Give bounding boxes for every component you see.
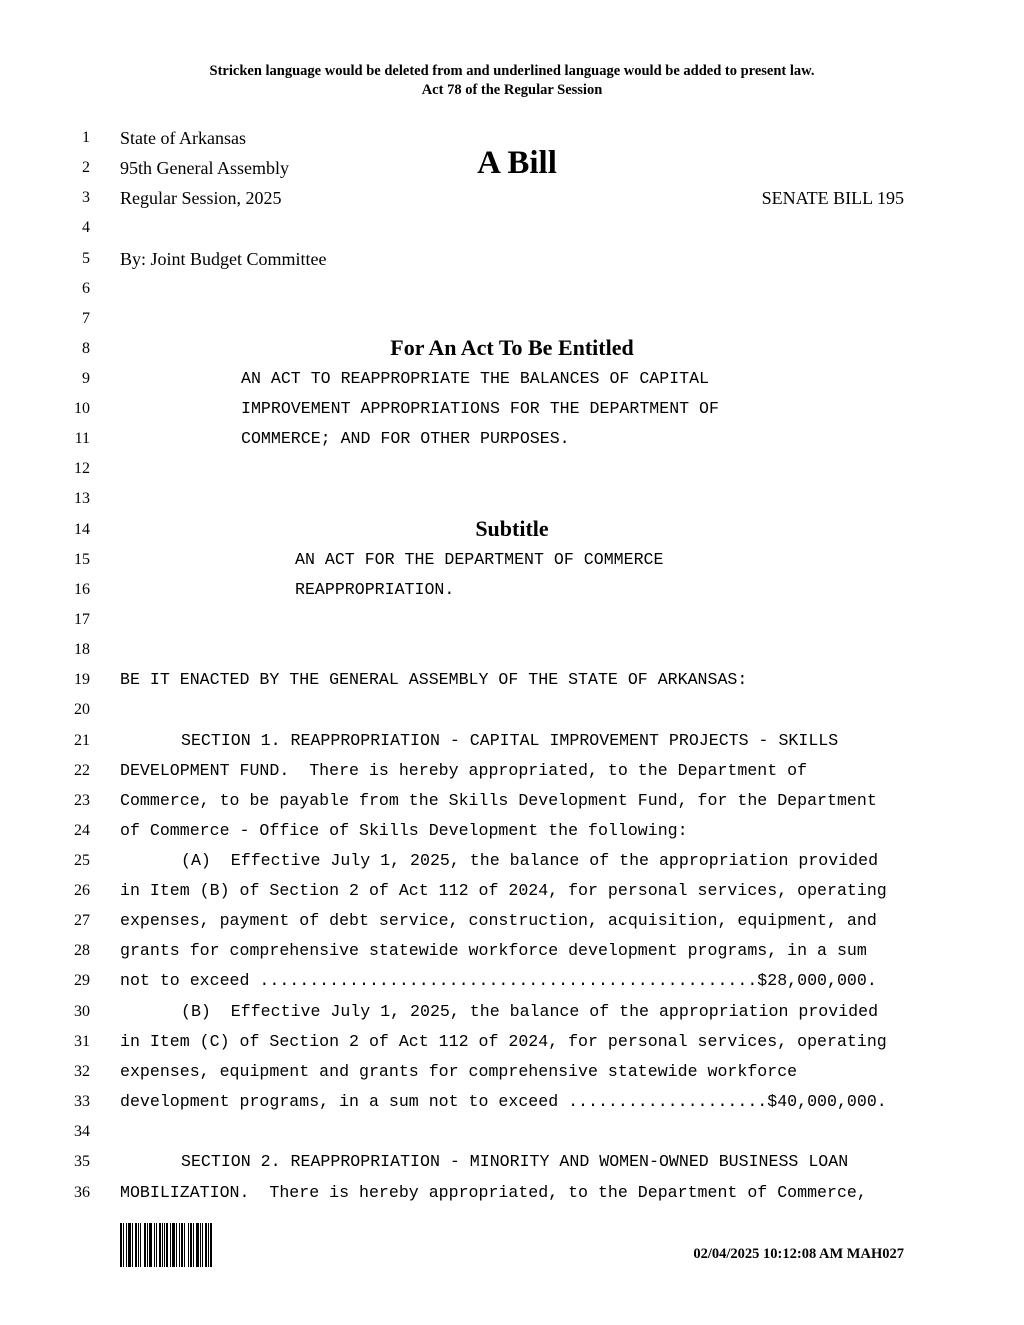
body-line: of Commerce - Office of Skills Development the following: [120, 821, 688, 840]
line-number: 22 [74, 762, 90, 779]
item-b-line: (B) Effective July 1, 2025, the balance of the appropriation provided [181, 1002, 879, 1021]
line-number: 1 [82, 129, 90, 146]
general-assembly: 95th General Assembly [120, 158, 289, 178]
line-number: 30 [74, 1003, 90, 1020]
item-a-line: (A) Effective July 1, 2025, the balance of the appropriation provided [181, 851, 879, 870]
notice-banner-line1: Stricken language would be deleted from and underlined language would be added to present law. [209, 63, 815, 79]
sponsor-line: By: Joint Budget Committee [120, 249, 327, 269]
line-number: 24 [74, 822, 90, 839]
line-number: 3 [82, 189, 90, 206]
line-number: 32 [74, 1063, 90, 1080]
line-number: 5 [82, 250, 90, 267]
line-number: 17 [74, 611, 90, 628]
section-1-heading: SECTION 1. REAPPROPRIATION - CAPITAL IMPROVEMENT PROJECTS - SKILLS [181, 731, 839, 750]
subtitle-line: AN ACT FOR THE DEPARTMENT OF COMMERCE [295, 550, 664, 569]
bill-number: SENATE BILL 195 [761, 188, 904, 208]
body-line: expenses, payment of debt service, construction, acquisition, equipment, and [120, 911, 877, 930]
line-number: 21 [74, 732, 90, 749]
line-number: 18 [74, 641, 90, 658]
line-number: 35 [74, 1153, 90, 1170]
line-number: 27 [74, 912, 90, 929]
line-number: 15 [74, 551, 90, 568]
act-number-banner: Act 78 of the Regular Session [421, 82, 603, 98]
line-number: 10 [74, 400, 90, 417]
line-number: 25 [74, 852, 90, 869]
line-number: 8 [82, 340, 90, 357]
body-line: in Item (C) of Section 2 of Act 112 of 2024, for personal services, operating [120, 1032, 887, 1051]
body-line: grants for comprehensive statewide workforce development programs, in a sum [120, 941, 867, 960]
title-line: IMPROVEMENT APPROPRIATIONS FOR THE DEPARTMENT OF [241, 399, 719, 418]
line-number: 28 [74, 942, 90, 959]
enacting-clause: BE IT ENACTED BY THE GENERAL ASSEMBLY OF THE STATE OF ARKANSAS: [120, 670, 748, 689]
line-number: 31 [74, 1033, 90, 1050]
line-number: 19 [74, 671, 90, 688]
session-name: Regular Session, 2025 [120, 188, 282, 208]
line-number: 20 [74, 701, 90, 718]
title-line: AN ACT TO REAPPROPRIATE THE BALANCES OF CAPITAL [241, 369, 710, 388]
body-line: expenses, equipment and grants for comprehensive statewide workforce [120, 1062, 798, 1081]
line-number: 7 [82, 310, 90, 327]
footer-timestamp-id: 02/04/2025 10:12:08 AM MAH027 [693, 1246, 904, 1262]
section-2-heading: SECTION 2. REAPPROPRIATION - MINORITY AND WOMEN-OWNED BUSINESS LOAN [181, 1152, 849, 1171]
line-number: 4 [82, 219, 90, 236]
subtitle-heading: Subtitle [475, 516, 549, 541]
item-b-amount-line: development programs, in a sum not to exceed ....................$40,000,000. [120, 1092, 887, 1111]
title-heading: For An Act To Be Entitled [390, 335, 634, 360]
line-number: 2 [82, 159, 90, 176]
line-number: 6 [82, 280, 90, 297]
document-type-title: A Bill [477, 145, 557, 181]
subtitle-line: REAPPROPRIATION. [295, 580, 455, 599]
line-number: 33 [74, 1093, 90, 1110]
line-number: 26 [74, 882, 90, 899]
body-line: in Item (B) of Section 2 of Act 112 of 2024, for personal services, operating [120, 881, 887, 900]
line-number: 23 [74, 792, 90, 809]
title-line: COMMERCE; AND FOR OTHER PURPOSES. [241, 429, 570, 448]
line-number: 13 [74, 490, 90, 507]
line-number: 11 [74, 430, 90, 447]
line-number: 36 [74, 1184, 90, 1201]
body-line: MOBILIZATION. There is hereby appropriated, to the Department of Commerce, [120, 1183, 867, 1202]
barcode-image [120, 1223, 250, 1267]
state-name: State of Arkansas [120, 128, 246, 148]
line-number: 29 [74, 972, 90, 989]
line-number: 12 [74, 460, 90, 477]
item-a-amount-line: not to exceed ..................................................$28,000,000. [120, 971, 877, 990]
line-number: 14 [74, 521, 90, 538]
body-line: DEVELOPMENT FUND. There is hereby appropriated, to the Department of [120, 761, 808, 780]
line-number: 9 [82, 370, 90, 387]
body-line: Commerce, to be payable from the Skills Development Fund, for the Department [120, 791, 877, 810]
line-number: 34 [74, 1123, 90, 1140]
line-number: 16 [74, 581, 90, 598]
